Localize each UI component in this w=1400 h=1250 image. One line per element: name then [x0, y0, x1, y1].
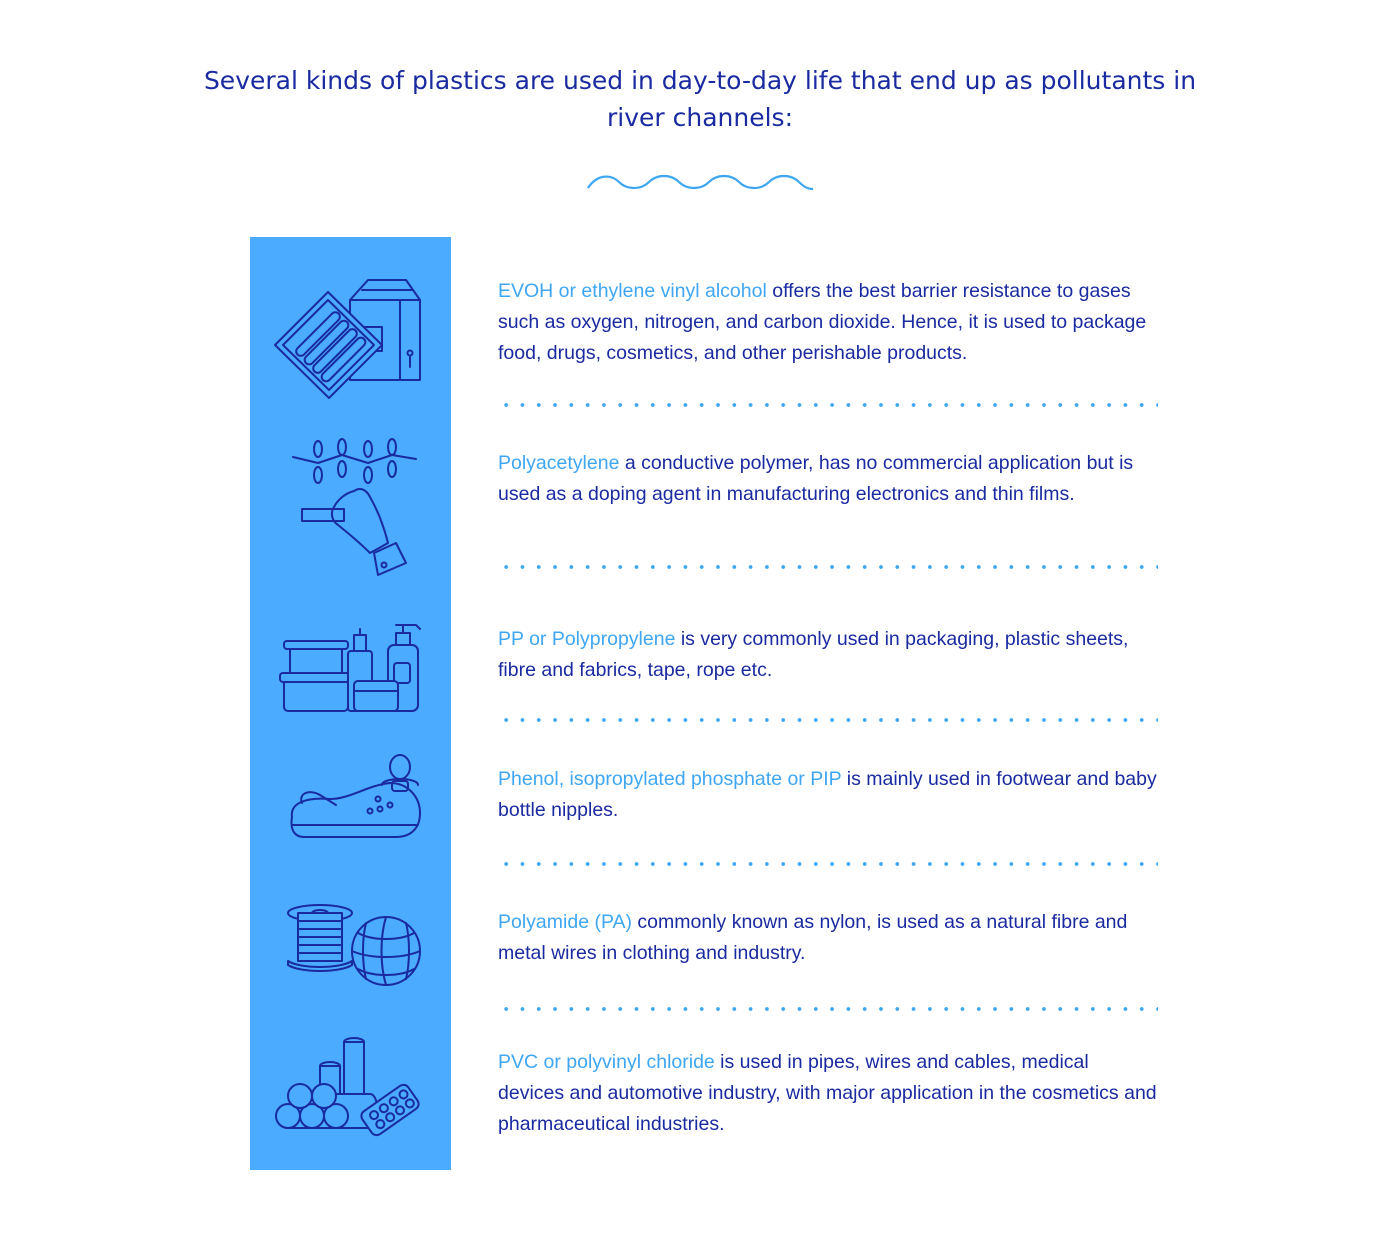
item-pip-text: is mainly used in footwear and baby bottle nipples.	[498, 768, 1157, 821]
item-pvc-text: is used in pipes, wires and cables, medical devices and automotive industry, with major application in the cosmetics and pharmaceutical industries.	[498, 1051, 1157, 1135]
dotted-separator	[498, 718, 1158, 722]
item-evoh-name: EVOH or ethylene vinyl alcohol	[498, 280, 767, 302]
item-polyamide	[498, 907, 1158, 969]
hand-doping-icon	[250, 435, 451, 580]
item-pip-name: Phenol, isopropylated phosphate or PIP	[498, 768, 842, 790]
dotted-separator	[498, 862, 1158, 866]
food-package-icon	[250, 275, 451, 400]
item-polyacetylene-name: Polyacetylene	[498, 452, 620, 474]
dotted-separator	[498, 403, 1158, 407]
item-pvc-name: PVC or polyvinyl chloride	[498, 1051, 715, 1073]
item-evoh-text: offers the best barrier resistance to gases such as oxygen, nitrogen, and carbon dioxide. Hence, it is used to package food, drugs, cosmetics, and other perishable products.	[498, 280, 1147, 364]
item-polyacetylene-text: a conductive polymer, has no commercial application but is used as a doping agent in manufacturing electronics and thin films.	[498, 452, 1134, 505]
wave-divider-icon	[587, 170, 814, 194]
item-pip	[498, 764, 1158, 826]
item-polyamide-text: commonly known as nylon, is used as a natural fibre and metal wires in clothing and industry.	[498, 911, 1128, 964]
item-evoh	[498, 276, 1158, 369]
dotted-separator	[498, 565, 1158, 569]
icon-sidebar	[250, 237, 451, 1170]
item-polyacetylene	[498, 448, 1158, 510]
item-polypropylene	[498, 624, 1158, 686]
item-pvc	[498, 1047, 1158, 1140]
item-polyamide-name: Polyamide (PA)	[498, 911, 633, 933]
dotted-separator	[498, 1007, 1158, 1011]
nylon-spool-mesh-icon	[250, 897, 451, 992]
pvc-pipes-pills-icon	[250, 1032, 451, 1137]
page-heading: Several kinds of plastics are used in day-to-day life that end up as pollutants in river channels:	[203, 66, 1197, 132]
item-polypropylene-name: PP or Polypropylene	[498, 628, 676, 650]
containers-bottles-icon	[250, 615, 451, 715]
item-polypropylene-text: is very commonly used in packaging, plastic sheets, fibre and fabrics, tape, rope etc.	[498, 628, 1129, 681]
clog-pacifier-icon	[250, 753, 451, 845]
